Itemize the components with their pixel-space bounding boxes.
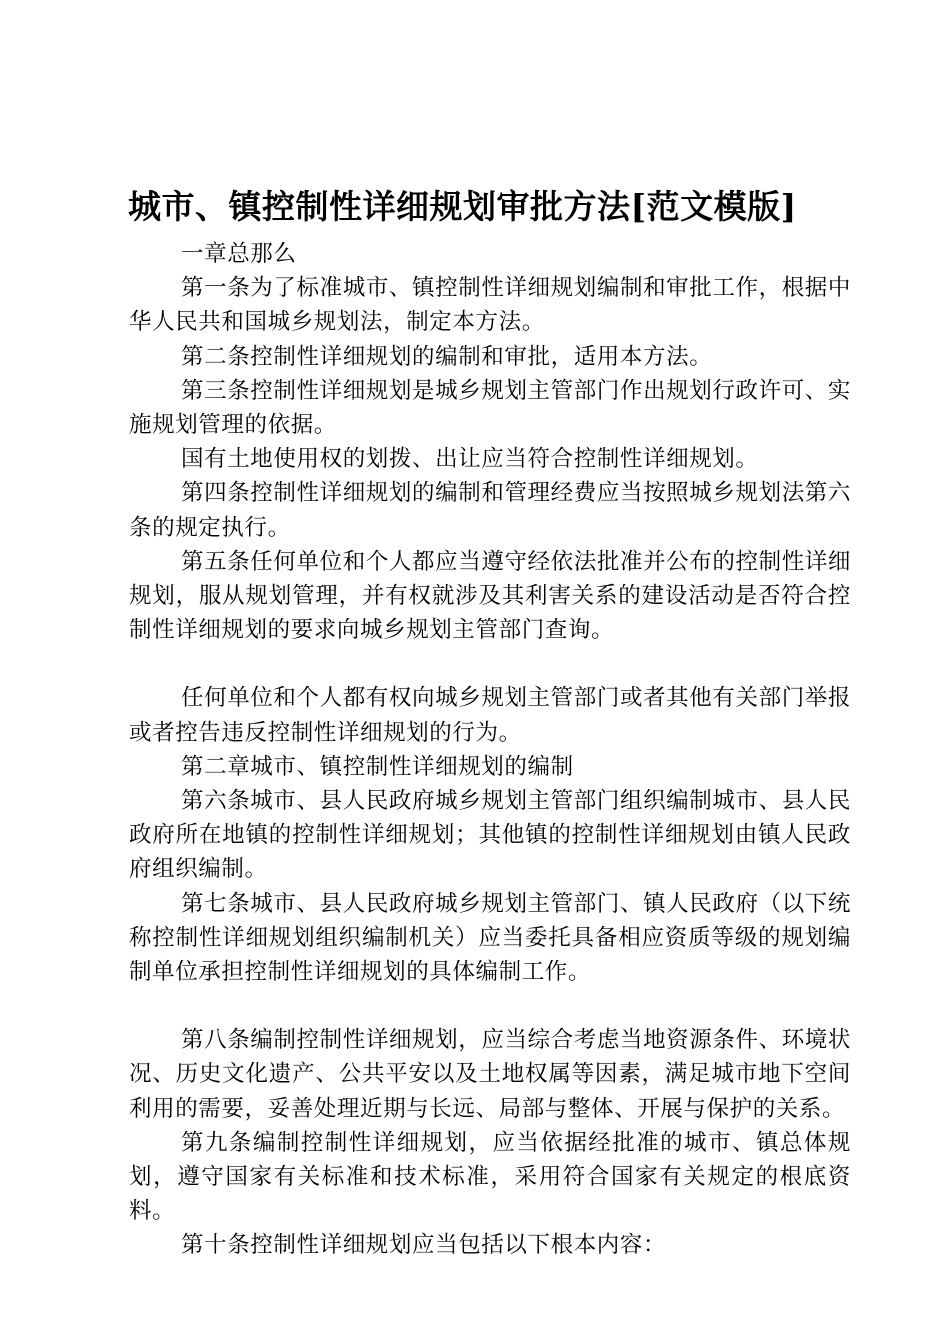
document-title: 城市、镇控制性详细规划审批方法[范文模版] [128, 187, 797, 226]
paragraph: 第十条控制性详细规划应当包括以下根本内容： [181, 1232, 667, 1259]
paragraph: 第一条为了标准城市、镇控制性详细规划编制和审批工作，根据中华人民共和国城乡规划法，制定本方法。 [129, 275, 851, 336]
chapter-heading: 一章总那么 [181, 241, 297, 267]
paragraph-spacer [129, 989, 851, 1023]
paragraph: 第七条城市、县人民政府城乡规划主管部门、镇人民政府（以下统称控制性详细规划组织编制机关）应当委托具备相应资质等级的规划编制单位承担控制性详细规划的具体编制工作。 [129, 890, 851, 986]
paragraph: 任何单位和个人都有权向城乡规划主管部门或者其他有关部门举报或者控告违反控制性详细规划的行为。 [129, 685, 851, 746]
paragraph: 第三条控制性详细规划是城乡规划主管部门作出规划行政许可、实施规划管理的依据。 [129, 377, 851, 439]
paragraph: 第二条控制性详细规划的编制和审批，适用本方法。 [181, 343, 713, 370]
paragraph: 第五条任何单位和个人都应当遵守经依法批准并公布的控制性详细规划，服从规划管理，并有权就涉及其利害关系的建设活动是否符合控制性详细规划的要求向城乡规划主管部门查询。 [129, 548, 851, 644]
paragraph: 第九条编制控制性详细规划，应当依据经批准的城市、镇总体规划，遵守国家有关标准和技术标准，采用符合国家有关规定的根底资料。 [129, 1129, 851, 1225]
document-body [129, 237, 851, 1263]
paragraph: 第八条编制控制性详细规划，应当综合考虑当地资源条件、环境状况、历史文化遗产、公共平安以及土地权属等因素，满足城市地下空间利用的需要，妥善处理近期与长远、局部与整体、开展与保护的关系。 [129, 1027, 851, 1122]
paragraph: 国有土地使用权的划拨、出让应当符合控制性详细规划。 [181, 446, 759, 473]
chapter-heading: 第二章城市、镇控制性详细规划的编制 [181, 753, 574, 780]
paragraph: 第六条城市、县人民政府城乡规划主管部门组织编制城市、县人民政府所在地镇的控制性详细规划；其他镇的控制性详细规划由镇人民政府组织编制。 [129, 788, 851, 883]
paragraph: 第四条控制性详细规划的编制和管理经费应当按照城乡规划法第六条的规定执行。 [129, 480, 851, 541]
paragraph-spacer [129, 647, 851, 681]
